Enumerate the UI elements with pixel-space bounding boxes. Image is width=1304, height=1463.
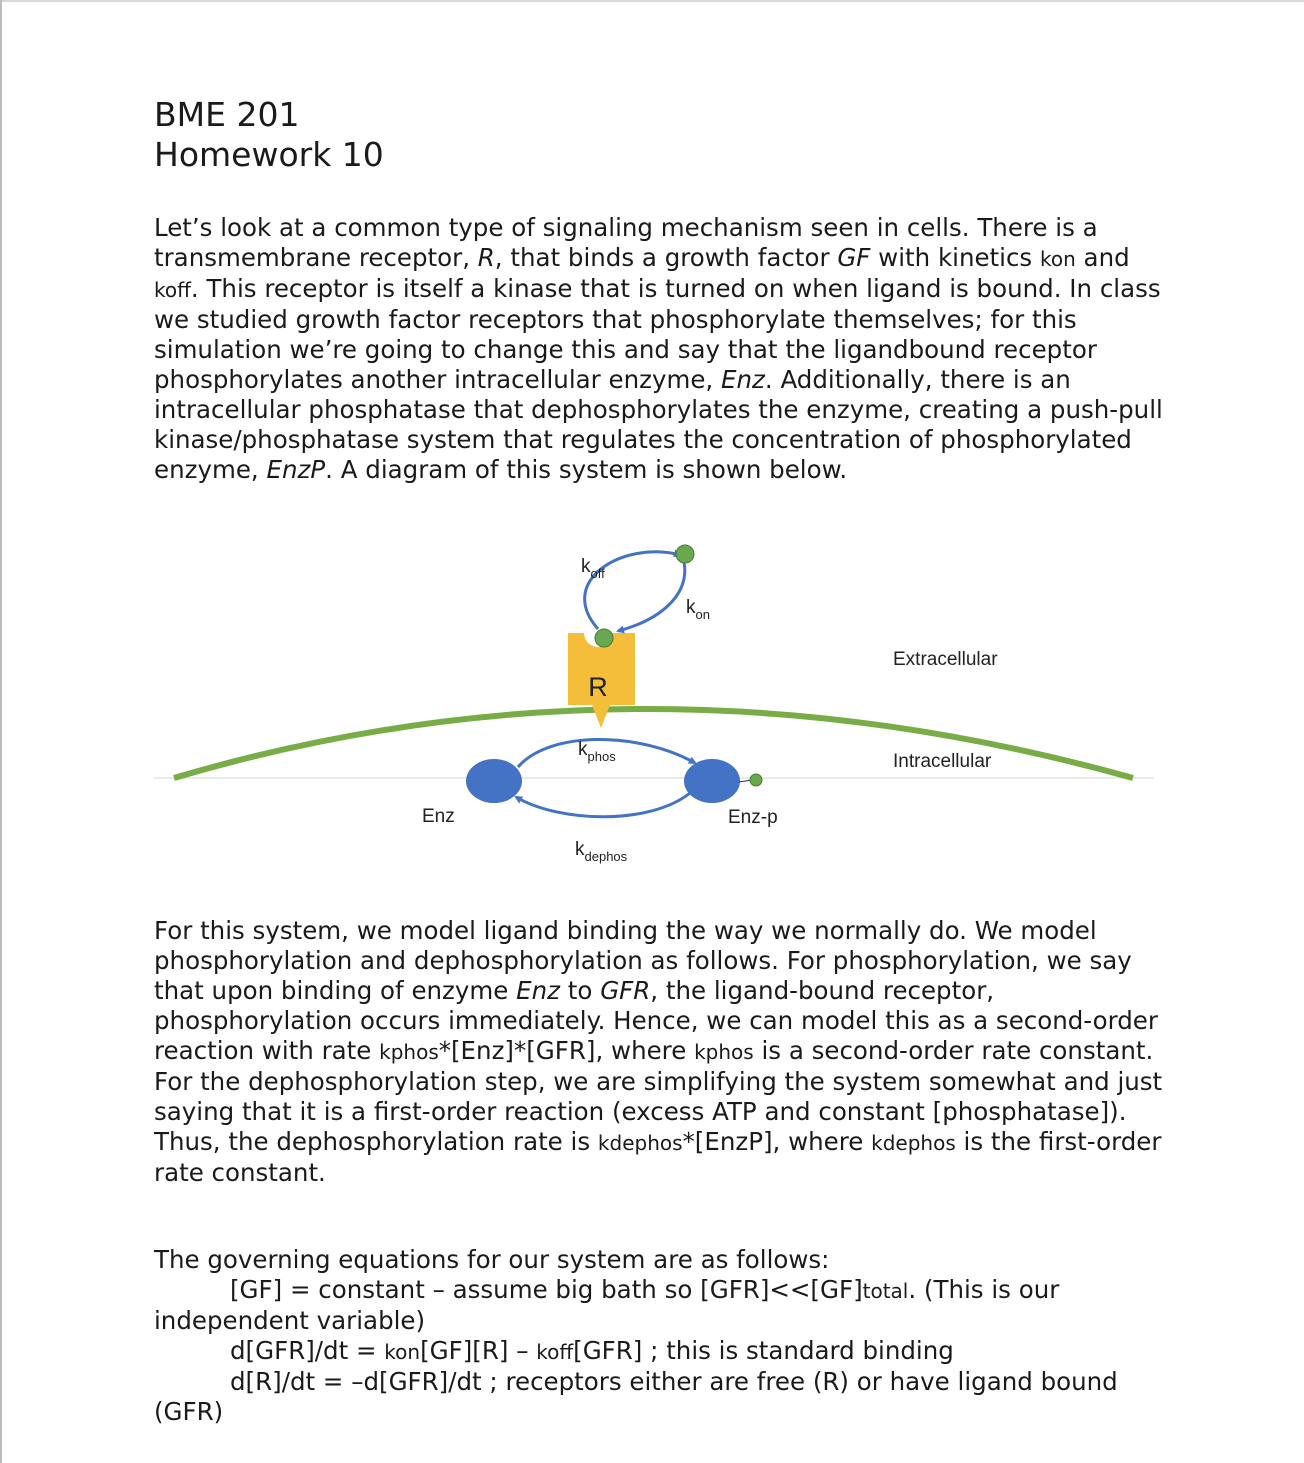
intro-term-gf: GF (837, 243, 871, 272)
modeling-text: *[Enz]*[GFR], where (438, 1036, 695, 1065)
equations-section (154, 1245, 1194, 1427)
equations-intro: The governing equations for our system are as follows: (154, 1245, 830, 1274)
intro-text: . This receptor is itself a kinase that is turned on when ligand is bound. In class we studied growth factor receptors that phosphorylate themselves; for this simulation we’re going to change this and say that the ligandbound receptor phosphorylates another intracellular enzyme, (154, 274, 1161, 394)
kphos-label: $k_{phos}$ (578, 739, 616, 764)
modeling-text: , the ligand-bound receptor, phosphorylation occurs immediately. Hence, we can model this as a second-order reaction with rate (154, 976, 1158, 1065)
kdephos-label: $k_{dephos}$ (575, 839, 628, 864)
ligand-bound (595, 629, 613, 647)
enz-node (466, 759, 522, 803)
modeling-text: to (560, 976, 601, 1005)
modeling-term-gfr: GFR (600, 976, 651, 1005)
equation-subscript: total (862, 1279, 909, 1303)
modeling-term-kdephos: kdephos (597, 1131, 683, 1155)
intro-term-kon: kon (1039, 247, 1076, 271)
document-title (154, 95, 384, 175)
enzp-node (684, 759, 740, 803)
equation-dr (154, 1367, 1194, 1427)
assignment-title: Homework 10 (154, 135, 384, 174)
equation-text: d[GFR]/dt = (230, 1336, 385, 1365)
modeling-text: is the first-order rate constant. (154, 1127, 1162, 1187)
intro-text: with kinetics (870, 243, 1040, 272)
page-edge-left (0, 0, 2, 1463)
modeling-term-kphos: kphos (379, 1040, 439, 1064)
equation-term-kon: kon (384, 1340, 421, 1364)
intro-text: Let’s look at a common type of signaling mechanism seen in cells. There is a transmembrane receptor, (154, 213, 1098, 272)
kon-label: $k_{on}$ (686, 597, 710, 622)
course-title: BME 201 (154, 95, 300, 134)
intro-term-koff: koff (154, 278, 191, 302)
ligand-free (676, 545, 694, 563)
receptor-label: R (588, 672, 608, 702)
koff-label: $k_{off}$ (581, 556, 605, 581)
equation-dgfr (154, 1336, 1194, 1367)
modeling-text: For this system, we model ligand binding the way we normally do. We model phosphorylation and dephosphorylation as follows. For phosphorylation, we say that upon binding of enzyme (154, 916, 1132, 1005)
koff-arrow (585, 552, 680, 629)
kdephos-arrow (516, 793, 690, 817)
modeling-term-enz: Enz (516, 976, 561, 1005)
intracellular-label: Intracellular (893, 751, 992, 772)
intro-text: and (1075, 243, 1130, 272)
equation-gf (154, 1275, 1194, 1336)
intro-text: . A diagram of this system is shown below. (325, 455, 848, 484)
extracellular-label: Extracellular (893, 649, 998, 670)
modeling-term-kdephos: kdephos (871, 1131, 956, 1155)
signaling-diagram (150, 535, 1160, 880)
kon-arrow (618, 562, 685, 631)
enz-label: Enz (422, 806, 455, 827)
intro-term-enzp: EnzP (266, 455, 326, 484)
equation-text: d[R]/dt = –d[GFR]/dt ; receptors either are free (R) or have ligand bound (GFR) (154, 1367, 1118, 1426)
modeling-text: is a second-order rate constant. For the dephosphorylation step, we are simplifying the system somewhat and just saying that it is a first-order reaction (excess ATP and constant [phosphatase]). Thus, the dephosphorylation rate is (154, 1036, 1163, 1156)
enzp-label: Enz-p (728, 807, 778, 828)
equation-text: [GF] = constant – assume big bath so [GFR]<<[GF] (230, 1275, 863, 1304)
intro-text: , that binds a growth factor (494, 243, 838, 272)
intro-term-r: R (477, 243, 495, 272)
equation-text: [GFR] ; this is standard binding (573, 1336, 954, 1365)
intro-paragraph (154, 213, 1174, 485)
intro-text: . Additionally, there is an intracellular phosphatase that dephosphorylates the enzyme, creating a push-pull kinase/phosphatase system that regulates the concentration of phosphorylated enzyme, (154, 365, 1163, 484)
intro-term-enz: Enz (721, 365, 765, 394)
modeling-paragraph (154, 916, 1174, 1188)
equation-term-koff: koff (536, 1340, 574, 1364)
modeling-text: *[EnzP], where (682, 1127, 872, 1156)
modeling-term-kphos: kphos (694, 1040, 754, 1064)
phosphate-group (750, 774, 762, 786)
equation-text: [GF][R] – (420, 1336, 537, 1365)
equation-text: . (This is our independent variable) (154, 1275, 1060, 1335)
page-edge-top (0, 0, 1304, 2)
